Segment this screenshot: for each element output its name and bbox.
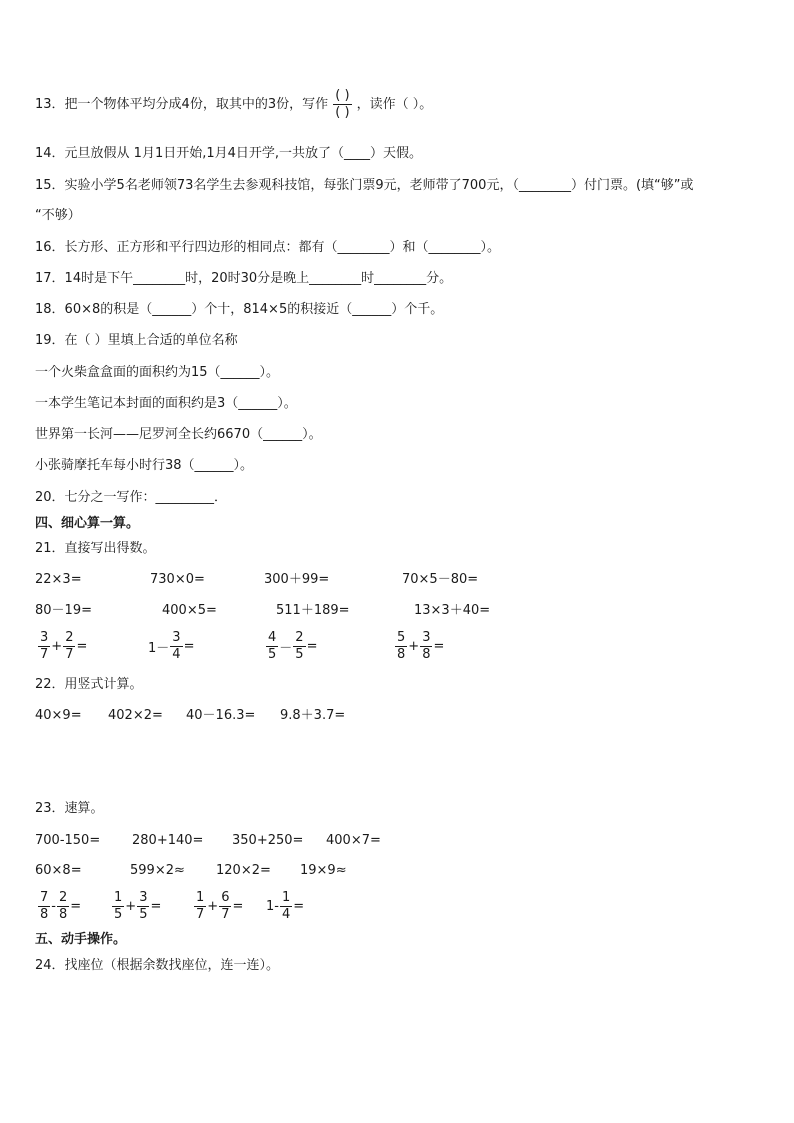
q23-r2-c4: 19×9≈ <box>300 863 347 878</box>
question-18: 18．60×8的积是（______）个十，814×5的积接近（______）个千。 <box>35 302 444 317</box>
q21-r2-c3: 511＋189= <box>276 603 350 618</box>
question-22-title: 22．用竖式计算。 <box>35 677 143 692</box>
q23-r1-c1: 700-150= <box>35 833 101 848</box>
q21-r2-c1: 80－19= <box>35 603 92 618</box>
q21-r3-c3: $\frac{4}{5}$ － $\frac{2}{5}$ = <box>268 630 318 662</box>
q21-r3-c1: $\frac{3}{7}$ + $\frac{2}{7}$ = <box>40 630 88 662</box>
question-23-title: 23．速算。 <box>35 801 104 816</box>
question-20: 20．七分之一写作：_________． <box>35 490 228 505</box>
q22-c3: 40－16.3= <box>186 708 256 723</box>
q19-item-4: 小张骑摩托车每小时行38（______）。 <box>35 458 254 473</box>
q23-r1-c2: 280+140= <box>132 833 204 848</box>
question-16: 16．长方形、正方形和平行四边形的相同点：都有（________）和（________）。 <box>35 240 501 255</box>
q13-text: 13．把一个物体平均分成4份，取其中的3份，写作 <box>35 97 329 112</box>
question-24: 24．找座位（根据余数找座位，连一连）。 <box>35 958 280 973</box>
section-5-heading: 五、动手操作。 <box>35 932 127 947</box>
q19-item-2: 一本学生笔记本封面的面积约是3（______）。 <box>35 396 297 411</box>
q23-r3-c2: $\frac{1}{5}$ + $\frac{3}{5}$ = <box>114 890 162 922</box>
question-14: 14．元旦放假从 1月1日开始,1月4日开学,一共放了（____）天假。 <box>35 146 423 161</box>
q21-r3-c2: 1－ $\frac{3}{4}$ = <box>148 630 195 662</box>
q21-r3-c4: $\frac{5}{8}$ + $\frac{3}{8}$ = <box>397 630 445 662</box>
question-13 <box>35 88 432 121</box>
q22-c2: 402×2= <box>108 708 163 723</box>
q21-r2-c2: 400×5= <box>162 603 217 618</box>
q23-r2-c1: 60×8= <box>35 863 82 878</box>
q13-text-post: ，读作（ ）。 <box>356 97 433 112</box>
q13-numerator-blank[interactable]: ( ) <box>335 88 350 103</box>
q21-r1-c4: 70×5－80= <box>402 572 479 587</box>
q13-denominator-blank[interactable]: ( ) <box>335 105 350 120</box>
q13-fraction-blank <box>333 88 351 121</box>
question-15: 15．实验小学5名老师领73名学生去参观科技馆，每张门票9元，老师带了700元，（________）付门票。(填“够”或 <box>35 178 694 193</box>
question-17: 17．14时是下午________时，20时30分是晚上________时________分。 <box>35 271 453 286</box>
question-15-cont: “不够） <box>35 208 81 223</box>
q21-r1-c2: 730×0= <box>150 572 205 587</box>
q23-r3-c4: 1- $\frac{1}{4}$ = <box>266 890 305 922</box>
q19-item-3: 世界第一长河——尼罗河全长约6670（______）。 <box>35 427 322 442</box>
q21-r1-c1: 22×3= <box>35 572 82 587</box>
question-21-title: 21．直接写出得数。 <box>35 541 156 556</box>
section-4-heading: 四、细心算一算。 <box>35 516 140 531</box>
q23-r1-c4: 400×7= <box>326 833 381 848</box>
q19-item-1: 一个火柴盒盒面的面积约为15（______）。 <box>35 365 280 380</box>
q22-c4: 9.8＋3.7= <box>280 708 346 723</box>
q21-r2-c4: 13×3＋40= <box>414 603 491 618</box>
q23-r2-c2: 599×2≈ <box>130 863 185 878</box>
q21-r1-c3: 300＋99= <box>264 572 330 587</box>
q23-r3-c3: $\frac{1}{7}$ + $\frac{6}{7}$ = <box>196 890 244 922</box>
q23-r3-c1: $\frac{7}{8}$ - $\frac{2}{8}$ = <box>40 890 82 922</box>
q23-r1-c3: 350+250= <box>232 833 304 848</box>
q23-r2-c3: 120×2= <box>216 863 271 878</box>
question-19-title: 19．在（ ）里填上合适的单位名称 <box>35 333 238 348</box>
q22-c1: 40×9= <box>35 708 82 723</box>
